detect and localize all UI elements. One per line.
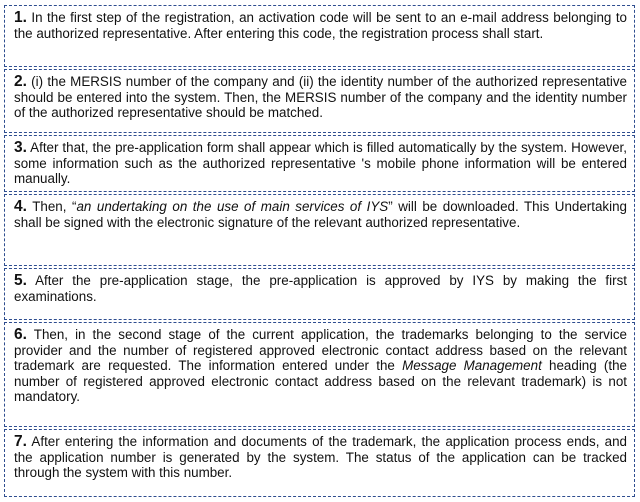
step-7 (4, 429, 635, 497)
step-text-italic: Message Management (402, 358, 542, 374)
step-text: After entering the information and documents of the trademark, the application process ends, and the application number is generated by the system. The status of the application can be tracked through the system with this number. (14, 434, 627, 481)
step-6 (4, 322, 635, 427)
step-text: (i) the MERSIS number of the company and (ii) the identity number of the authorized representative should be entered into the system. Then, the MERSIS number of the company and the identity number of the authorized representative should be matched. (14, 74, 627, 121)
step-number: 6. (14, 326, 27, 343)
step-number: 4. (14, 198, 27, 215)
step-2 (4, 69, 635, 133)
step-number: 2. (14, 73, 27, 90)
step-number: 5. (14, 272, 27, 289)
step-5 (4, 268, 635, 320)
step-number: 7. (14, 433, 27, 450)
step-text-tail: heading (the number of registered approved electronic contact address based on the relevant trademark) is not mandatory. (14, 358, 627, 405)
step-text: In the first step of the registration, an activation code will be sent to an e-mail address belonging to the authorized representative. After entering this code, the registration process shall start. (14, 10, 627, 41)
step-text-lead: Then, in the second stage of the current application, the trademarks belonging to the service provider and the number of registered approved electronic contact address based on the relevant trademark are requested. The information entered under the (14, 327, 627, 374)
step-text-tail: ” will be downloaded. This Undertaking shall be signed with the electronic signature of the relevant authorized representative. (14, 199, 627, 230)
step-text-italic: an undertaking on the use of main services of IYS (76, 199, 389, 214)
step-4 (4, 194, 635, 266)
step-text-lead: Then, “ (26, 199, 77, 214)
step-number: 3. (14, 139, 27, 156)
step-text: After the pre-application stage, the pre-application is approved by IYS by making the first examinations. (14, 273, 627, 304)
step-3 (4, 135, 635, 192)
step-text: After that, the pre-application form shall appear which is filled automatically by the system. However, some information such as the authorized representative 's mobile phone information will be entered manually. (14, 140, 627, 187)
step-1 (4, 5, 635, 67)
step-number: 1. (14, 9, 27, 26)
